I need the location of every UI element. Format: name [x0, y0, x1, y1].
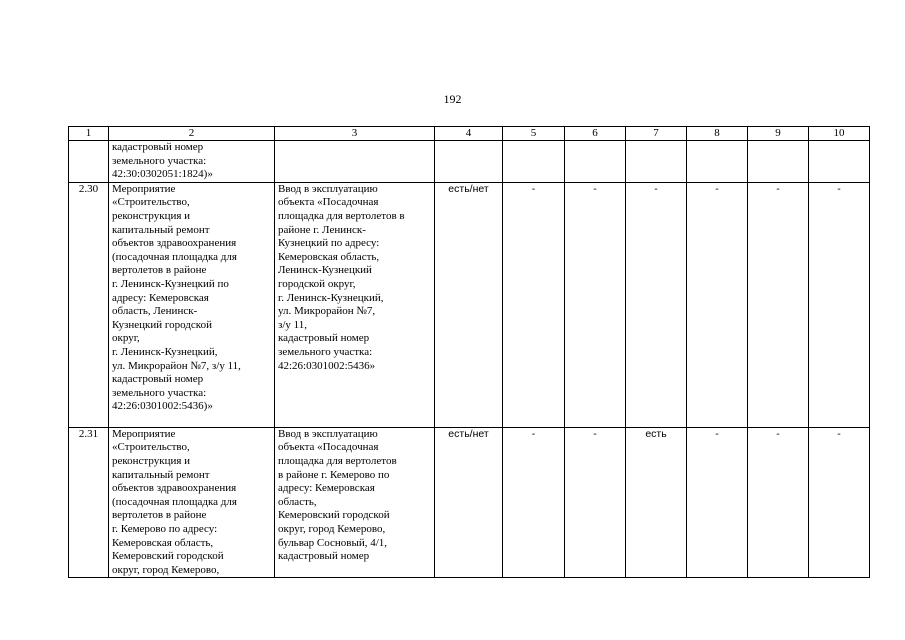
value-cell-6: - — [565, 182, 626, 427]
result-cell: Ввод в эксплуатацию объекта «Посадочная площадка для вертолетов в районе г. Кемерово по адресу: Кемеровская область, Кемеровский городской округ, город Кемерово, бульвар Сосновый, 4/1, кадастровый номер — [275, 427, 435, 578]
value-cell-9: - — [748, 182, 809, 427]
value-cell-8 — [687, 141, 748, 183]
value-cell-10: - — [809, 182, 870, 427]
event-cell: Мероприятие «Строительство, реконструкция и капитальный ремонт объектов здравоохранения (посадочная площадка для вертолетов в районе г. Кемерово по адресу: Кемеровская область, Кемеровский городской округ, город Кемерово, — [109, 427, 275, 578]
page-number: 192 — [443, 92, 462, 106]
column-header-1: 1 — [69, 127, 109, 141]
column-header-3: 3 — [275, 127, 435, 141]
value-cell-9: - — [748, 427, 809, 578]
column-header-7: 7 — [626, 127, 687, 141]
value-cell-10 — [809, 141, 870, 183]
column-header-6: 6 — [565, 127, 626, 141]
value-cell-10: - — [809, 427, 870, 578]
event-cell: кадастровый номер земельного участка: 42:30:0302051:1824)» — [109, 141, 275, 183]
value-cell-4: есть/нет — [435, 427, 503, 578]
column-header-4: 4 — [435, 127, 503, 141]
row-number — [69, 141, 109, 183]
value-cell-8: - — [687, 182, 748, 427]
column-header-2: 2 — [109, 127, 275, 141]
value-cell-6 — [565, 141, 626, 183]
value-cell-5 — [503, 141, 565, 183]
value-cell-7: - — [626, 182, 687, 427]
column-header-9: 9 — [748, 127, 809, 141]
value-cell-7: есть — [626, 427, 687, 578]
value-cell-5: - — [503, 427, 565, 578]
event-cell: Мероприятие «Строительство, реконструкция и капитальный ремонт объектов здравоохранения (посадочная площадка для вертолетов в районе г. Ленинск-Кузнецкий по адресу: Кемеровская область, Ленинск- Кузнецкий городской округ, г. Ленинск-Кузнецкий, ул. Микрорайон №7, з/у 11, кадастровый номер земельного участка: 42:26:0301002:5436)» — [109, 182, 275, 427]
table-row — [69, 182, 870, 427]
indicators-table — [68, 126, 870, 578]
value-cell-7 — [626, 141, 687, 183]
value-cell-9 — [748, 141, 809, 183]
row-number: 2.30 — [69, 182, 109, 427]
value-cell-4 — [435, 141, 503, 183]
row-number: 2.31 — [69, 427, 109, 578]
table-row — [69, 141, 870, 183]
column-header-5: 5 — [503, 127, 565, 141]
value-cell-6: - — [565, 427, 626, 578]
value-cell-4: есть/нет — [435, 182, 503, 427]
value-cell-8: - — [687, 427, 748, 578]
column-header-10: 10 — [809, 127, 870, 141]
header-row — [69, 127, 870, 141]
table-row — [69, 427, 870, 578]
result-cell: Ввод в эксплуатацию объекта «Посадочная площадка для вертолетов в районе г. Ленинск- Кузнецкий по адресу: Кемеровская область, Ленинск-Кузнецкий городской округ, г. Ленинск-Кузнецкий, ул. Микрорайон №7, з/у 11, кадастровый номер земельного участка: 42:26:0301002:5436» — [275, 182, 435, 427]
result-cell — [275, 141, 435, 183]
column-header-8: 8 — [687, 127, 748, 141]
value-cell-5: - — [503, 182, 565, 427]
